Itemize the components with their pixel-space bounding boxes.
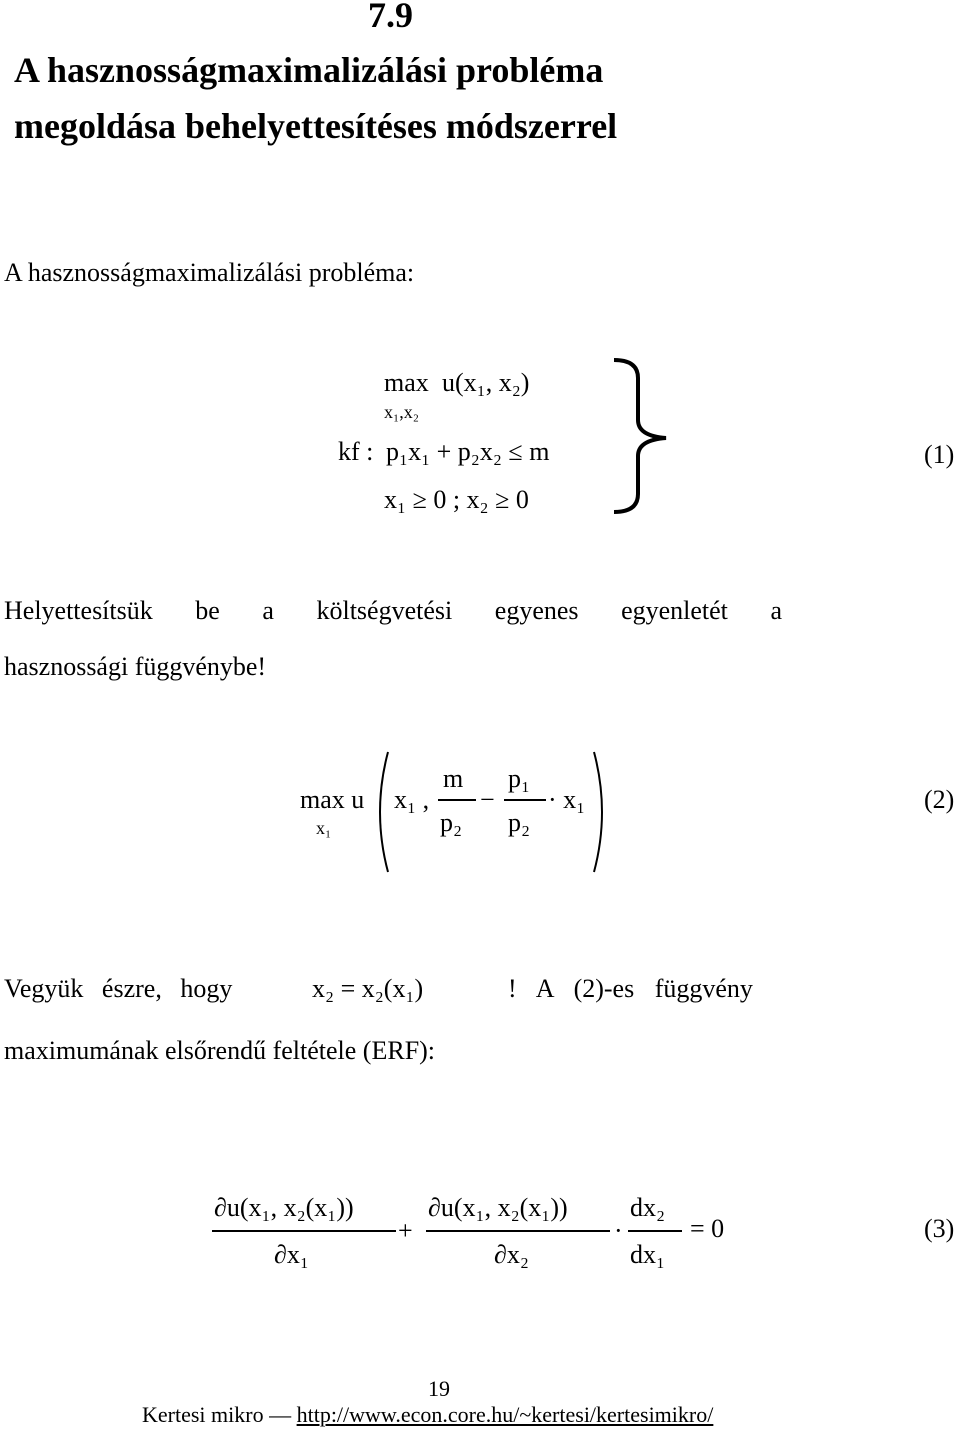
- right-paren-icon: [590, 748, 614, 876]
- eq1-max-subscript: x₁,x₂: [384, 402, 420, 422]
- eq2-frac1-numerator: m: [443, 764, 464, 793]
- eq2-label: (2): [924, 785, 955, 814]
- title-line-1: A hasznosságmaximalizálási probléma: [14, 50, 604, 90]
- eq3-frac1-numerator: ∂u(x₁, x₂(x₁)): [214, 1193, 354, 1222]
- eq3-frac3-bar: [628, 1230, 682, 1232]
- intro-text: A hasznosságmaximalizálási probléma:: [4, 258, 415, 287]
- eq3-frac2-numerator: ∂u(x₁, x₂(x₁)): [428, 1193, 568, 1222]
- eq2-tail: · x₁: [548, 785, 586, 814]
- paragraph-1-line-2: hasznossági függvénybe!: [4, 652, 267, 681]
- eq1-label: (1): [924, 440, 955, 469]
- eq2-first-argument: x₁ ,: [394, 785, 430, 814]
- paragraph-1-line-1: Helyettesítsük be a költségvetési egyenes egyenletét a: [4, 596, 782, 625]
- eq1-nonnegativity: x₁ ≥ 0 ; x₂ ≥ 0: [384, 485, 529, 514]
- eq3-equals-zero: = 0: [690, 1214, 725, 1243]
- footer: [142, 1402, 713, 1428]
- eq3-dot: ·: [614, 1216, 623, 1245]
- eq3-frac1-bar: [212, 1230, 396, 1232]
- eq1-budget-constraint: p₁x₁ + p₂x₂ ≤ m: [386, 437, 550, 466]
- left-paren-icon: [368, 748, 392, 876]
- eq1-objective: u(x₁, x₂): [442, 368, 530, 397]
- paragraph-2-inline-formula: x₂ = x₂(x₁): [312, 974, 424, 1003]
- paragraph-2-rest: ! A (2)-es függvény: [508, 974, 753, 1003]
- eq2-max-operator: max u: [300, 785, 365, 814]
- eq2-minus: −: [480, 785, 495, 814]
- footer-dash: —: [269, 1402, 292, 1427]
- eq1-max-operator: max: [384, 368, 429, 397]
- footer-url-link[interactable]: http://www.econ.core.hu/~kertesi/kertesimikro/: [296, 1402, 714, 1427]
- eq2-frac2-denominator: p₂: [508, 808, 531, 837]
- page-number: 19: [428, 1376, 450, 1401]
- eq2-frac2-bar: [504, 799, 546, 801]
- eq3-frac2-denominator: ∂x₂: [494, 1240, 529, 1269]
- eq3-label: (3): [924, 1214, 955, 1243]
- footer-author: Kertesi mikro: [142, 1402, 264, 1427]
- eq3-frac3-numerator: dx₂: [630, 1193, 666, 1222]
- eq1-constraint-label: kf :: [338, 437, 374, 466]
- eq3-frac2-bar: [426, 1230, 610, 1232]
- eq3-frac3-denominator: dx₁: [630, 1240, 666, 1269]
- title-line-2: megoldása behelyettesítéses módszerrel: [14, 106, 618, 146]
- paragraph-2-lead: Vegyük észre, hogy: [4, 974, 233, 1003]
- eq2-max-subscript: x₁: [316, 818, 332, 838]
- eq2-frac2-numerator: p₁: [508, 764, 531, 793]
- section-number: 7.9: [368, 0, 413, 35]
- eq2-frac1-denominator: p₂: [440, 808, 463, 837]
- right-brace-icon: [608, 356, 672, 516]
- paragraph-2-line-2: maximumának elsőrendű feltétele (ERF):: [4, 1036, 436, 1065]
- eq3-plus: +: [398, 1216, 413, 1245]
- eq2-frac1-bar: [438, 799, 476, 801]
- eq3-frac1-denominator: ∂x₁: [274, 1240, 309, 1269]
